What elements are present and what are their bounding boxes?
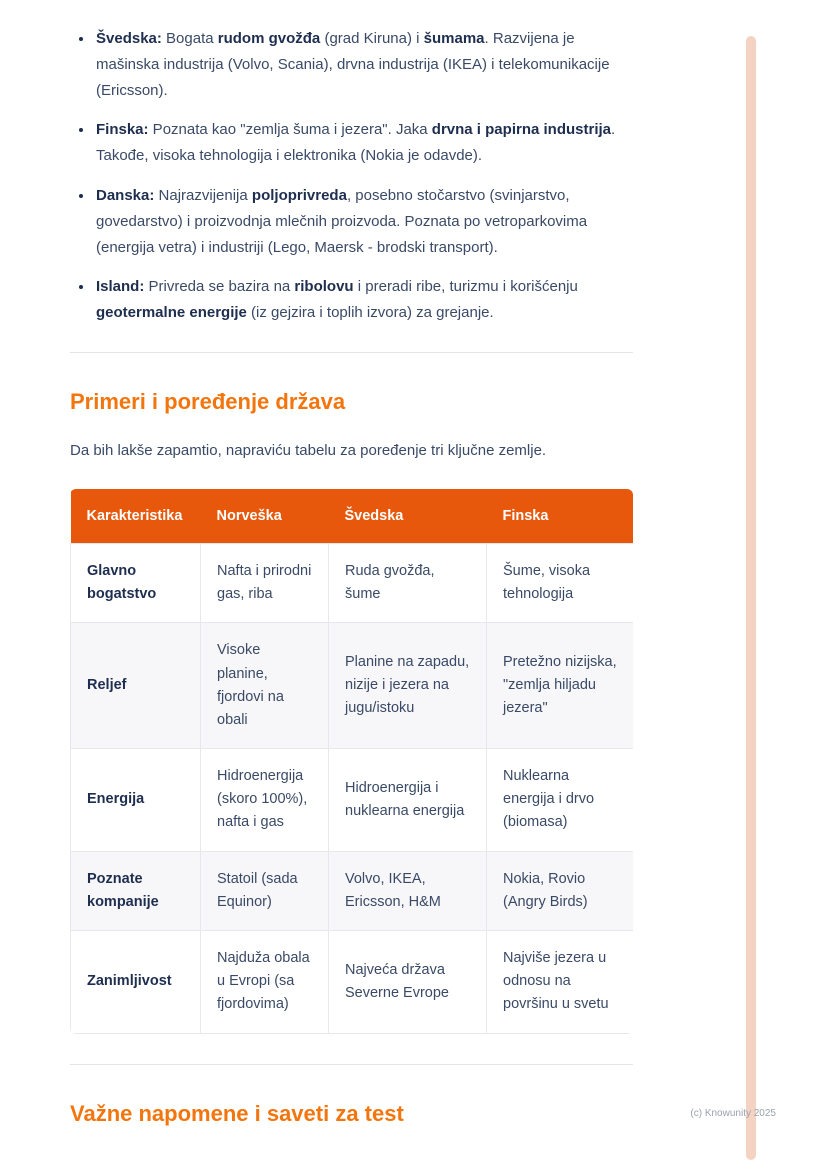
table-header-cell: Norveška	[201, 489, 329, 544]
table-cell: Planine na zapadu, nizije i jezera na jugu/istoku	[329, 623, 487, 749]
table-cell: Volvo, IKEA, Ericsson, H&M	[329, 851, 487, 930]
table-cell: Šume, visoka tehnologija	[487, 543, 634, 622]
row-label: Glavno bogatstvo	[71, 543, 201, 622]
table-row	[71, 749, 634, 852]
document-page	[70, 26, 633, 1127]
bullet-item-danska: • Danska: Najrazvijenija poljoprivreda, posebno stočarstvo (svinjarstvo, govedarstvo) i proizvodnja mlečnih proizvoda. Poznata po vetroparkovima (energija vetra) i industriji (Lego, Maersk - brodski transport).	[94, 183, 633, 260]
section-heading-primeri: Primeri i poređenje država	[70, 388, 346, 414]
table-cell: Nokia, Rovio (Angry Birds)	[487, 851, 634, 930]
table-cell: Pretežno nizijska, "zemlja hiljadu jezera"	[487, 623, 634, 749]
table-cell: Visoke planine, fjordovi na obali	[201, 623, 329, 749]
comparison-table-wrapper	[70, 489, 633, 1034]
table-header-cell: Finska	[487, 489, 634, 544]
bullet-item-island: • Island: Privreda se bazira na ribolovu i preradi ribe, turizmu i korišćenju geotermalne energije (iz gejzira i toplih izvora) za grejanje.	[94, 274, 633, 326]
table-cell: Ruda gvožđa, šume	[329, 543, 487, 622]
table-cell: Najviše jezera u odnosu na površinu u svetu	[487, 931, 634, 1034]
table-cell: Najveća država Severne Evrope	[329, 931, 487, 1034]
table-cell: Hidroenergija (skoro 100%), nafta i gas	[201, 749, 329, 852]
table-row	[71, 931, 634, 1034]
side-accent-stripe	[746, 36, 756, 1160]
country-bullet-list	[70, 26, 633, 326]
table-header-cell: Švedska	[329, 489, 487, 544]
table-row	[71, 623, 634, 749]
table-header-cell: Karakteristika	[71, 489, 201, 544]
section-divider	[70, 1064, 633, 1065]
row-label: Energija	[71, 749, 201, 852]
table-cell: Najduža obala u Evropi (sa fjordovima)	[201, 931, 329, 1034]
intro-paragraph: Da bih lakše zapamtio, napraviću tabelu za poređenje tri ključne zemlje.	[70, 441, 547, 459]
table-row	[71, 543, 634, 622]
table-cell: Nafta i prirodni gas, riba	[201, 543, 329, 622]
table-header-row	[71, 489, 634, 544]
table-row	[71, 851, 634, 930]
table-cell: Nuklearna energija i drvo (biomasa)	[487, 749, 634, 852]
footer-copyright: (c) Knowunity 2025	[690, 1108, 776, 1119]
bullet-item-svedska: • Švedska: Bogata rudom gvožđa (grad Kiruna) i šumama. Razvijena je mašinska industrija (Volvo, Scania), drvna industrija (IKEA) i telekomunikacije (Ericsson).	[94, 26, 633, 103]
table-cell: Statoil (sada Equinor)	[201, 851, 329, 930]
row-label: Reljef	[71, 623, 201, 749]
comparison-table	[70, 489, 633, 1034]
bullet-item-finska: • Finska: Poznata kao "zemlja šuma i jezera". Jaka drvna i papirna industrija. Takođe, visoka tehnologija i elektronika (Nokia je odavde).	[94, 117, 633, 169]
table-cell: Hidroenergija i nuklearna energija	[329, 749, 487, 852]
section-heading-napomene: Važne napomene i saveti za test	[70, 1100, 404, 1126]
row-label: Zanimljivost	[71, 931, 201, 1034]
row-label: Poznate kompanije	[71, 851, 201, 930]
section-divider	[70, 352, 633, 353]
